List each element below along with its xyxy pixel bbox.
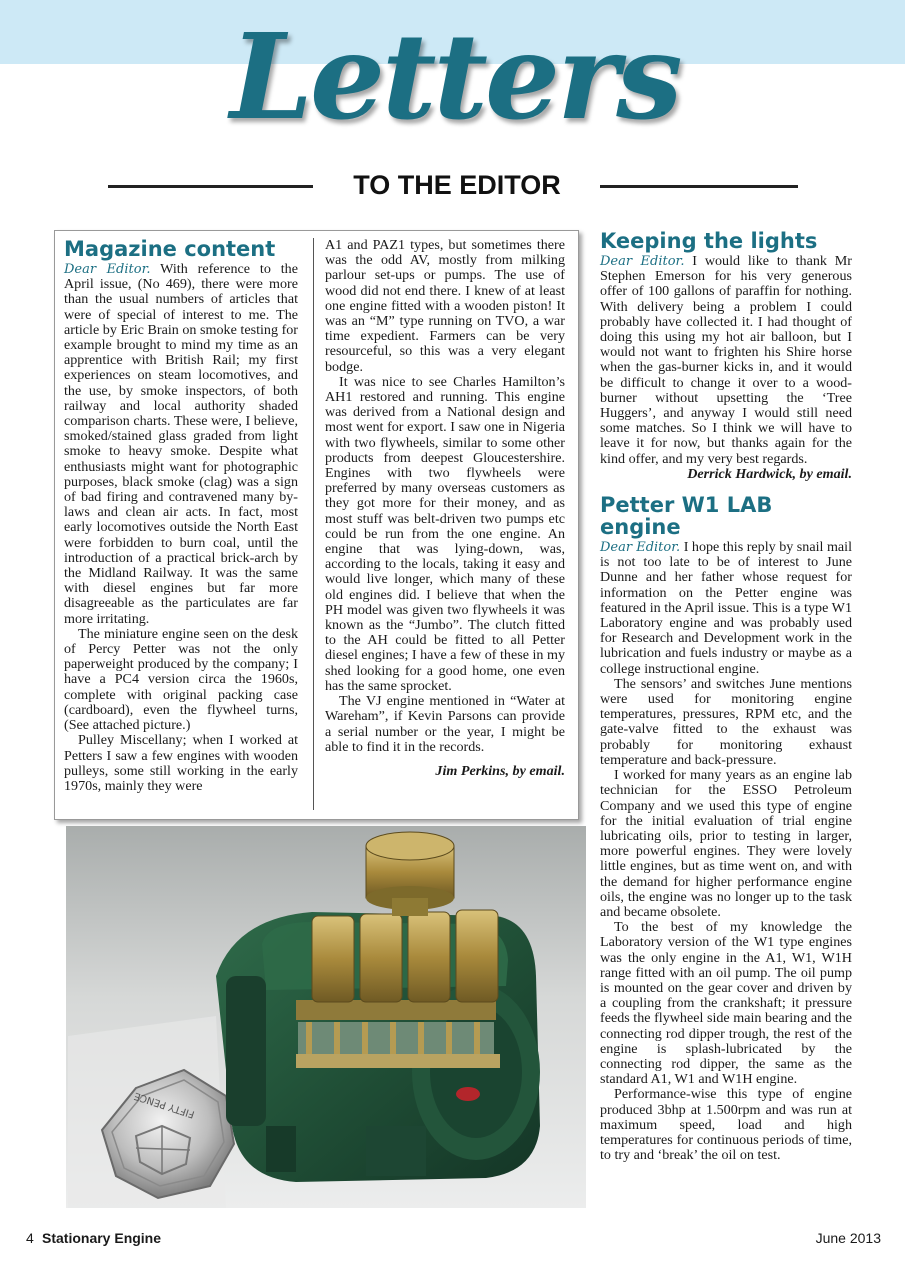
column-divider: [313, 238, 314, 810]
subhead-rule-right: [600, 185, 798, 188]
engine-illustration: [66, 826, 586, 1208]
letter-heading: Keeping the lights: [600, 229, 818, 253]
subhead-title: TO THE EDITOR: [353, 170, 561, 200]
letter-paragraph: [64, 262, 298, 627]
issue-date: June 2013: [815, 1230, 881, 1246]
letter-paragraph: [600, 254, 852, 467]
letter-signature: Jim Perkins, by email.: [435, 762, 565, 779]
page-footer: [0, 1228, 905, 1248]
subhead-row: [108, 170, 798, 202]
letter-paragraph: Performance-wise this type of engine produced 3bhp at 1.500rpm and was run at maximum speed, load and high temperatures for continuous periods of time, to try and ‘break’ the oil on test.: [600, 1086, 852, 1164]
letter-paragraph: The sensors’ and switches June mentions were used for monitoring engine temperatures, pressures, RPM etc, and the gate-valve fitted to the exhaust was probably for monitoring exhaust temperature and back-pressure.: [600, 675, 852, 768]
letter-paragraph: It was nice to see Charles Hamilton’s AH1 restored and running. This engine was derived from a National design and most went for export. I saw one in Nigeria with two flywheels, similar to some other products from deepest Gloucestershire. Engines with two flywheels were preferred by many overseas customers as they got more for their money, and as most stuff was belt-driven two pumps etc could be run from the one engine. An engine that was lying-down, was, according to the locals, taking it easy and would live longer, which many of these old engines did. I believe that when the PH model was given two flywheels it was known as the “Jumbo”. The clutch fitted to the AH could be fitted to all Petter diesel engines; I have a few of these in my shed looking for a good home, one even has the same sprocket.: [325, 373, 565, 694]
paragraph-text: I would like to thank Mr Stephen Emerson for his very generous offer of 100 gallons of paraffin for nothing. With delivery being a problem I could probably have collected it. I had thought of doing this using my hot air balloon, but I would not want to frighten his Shire horse when the gas-burner kicks in, and it would be difficult to change it over to a wood-burner without upsetting the ‘Tree Huggers’, and anyway I would still need some matches. So I think we will have to leave it for now, but thanks again for the kind offer, and my very best regards.: [600, 253, 852, 467]
letter-paragraph: [600, 540, 852, 677]
coin-legend: FIFTY PENCE: [132, 1089, 197, 1120]
letter-paragraph: To the best of my knowledge the Laboratory version of the W1 type engines was the only engine in the A1, W1, W1H range fitted with an oil pump. The oil pump is mounted on the gear cover and driven by a coupling from the crankshaft; it pressure feeds the flywheel side main bearing and the connecting rod dipper trough, the rest of the engine is splash-lubricated by the connecting rod dipper, the same as the standard A1, W1 and W1H engine.: [600, 919, 852, 1088]
filler-cap: [366, 832, 454, 916]
page-number: 4: [26, 1230, 34, 1246]
paragraph-text: With reference to the April issue, (No 469), there were more than the usual numbers of articles that were of special of interest to me. The article by Eric Brain on smoke testing for example brought to mind my time as an apprentice with British Rail; my first experiences on steam locomotives, and the use, by smoke inspectors, of both railway and local authority shaded comparison charts. These were, I believe, smoked/stained glass graded from light smoke to heavy smoke. Despite what enthusiasts might want for photographic purposes, black smoke (clag) was a sign of bad firing and contravened many by-laws and clean air acts. In fact, most early locomotives outside the North East were forbidden to burn coal, until the introduction of a practical brick-arch by the Midland Railway. It was the same with diesel engines but far more disagreeable as the particulates are far more irritating.: [64, 261, 298, 627]
column-3: [600, 230, 852, 1163]
column-2: [325, 238, 565, 779]
letter-paragraph: The VJ engine mentioned in “Water at Wareham”, if Kevin Parsons can provide a serial number or the year, I might be able to find it in the records.: [325, 693, 565, 755]
letter-heading: Magazine content: [64, 237, 276, 261]
subhead-rule-left: [108, 185, 313, 188]
letter-paragraph: Pulley Miscellany; when I worked at Petters I saw a few engines with wooden pulleys, some still working in the early 1970s, mainly they were: [64, 732, 298, 794]
salutation: Dear Editor.: [600, 540, 681, 556]
letter-heading: Petter W1 LAB engine: [600, 493, 773, 540]
letter-paragraph: I worked for many years as an engine lab technician for the ESSO Petroleum Company and we used this type of engine for the initial evaluation of trial engine lubricating oils, prior to testing in larger, more powerful engines. They were lovely little engines, but as time went on, and with the demand for higher performance engine oils, the engine was no longer up to the task and became obsolete.: [600, 767, 852, 920]
paragraph-text: I hope this reply by snail mail is not too late to be of interest to June Dunne and her father whose request for information on the Petter engine was featured in the April issue. This is a type W1 Laboratory engine and was probably used for Research and Development work in the lubrication and fuels industry or maybe as a college instructional engine.: [600, 539, 853, 677]
letter-paragraph: The miniature engine seen on the desk of Percy Petter was not the only paperweight produced by the company; I have a PC4 version circa the 1960s, complete with original packing case (cardboard), even the flywheel turns, (See attached picture.): [64, 625, 298, 734]
masthead-title: Letters: [230, 7, 680, 146]
magazine-name: Stationary Engine: [42, 1230, 162, 1246]
letter-paragraph: A1 and PAZ1 types, but sometimes there was the odd AV, mostly from milking parlour set-ups or pumps. The use of wood did not end there. I knew of at least one engine fitted with a wooden piston! It was an “M” type running on TVO, a war time expedient. Farmers can be very resourceful, so this was a very elegant bodge.: [325, 237, 565, 375]
salutation: Dear Editor.: [600, 254, 685, 269]
engine-photo: [66, 826, 586, 1208]
salutation: Dear Editor.: [64, 262, 151, 277]
column-1: [64, 238, 298, 794]
letter-signature: Derrick Hardwick, by email.: [687, 465, 852, 482]
